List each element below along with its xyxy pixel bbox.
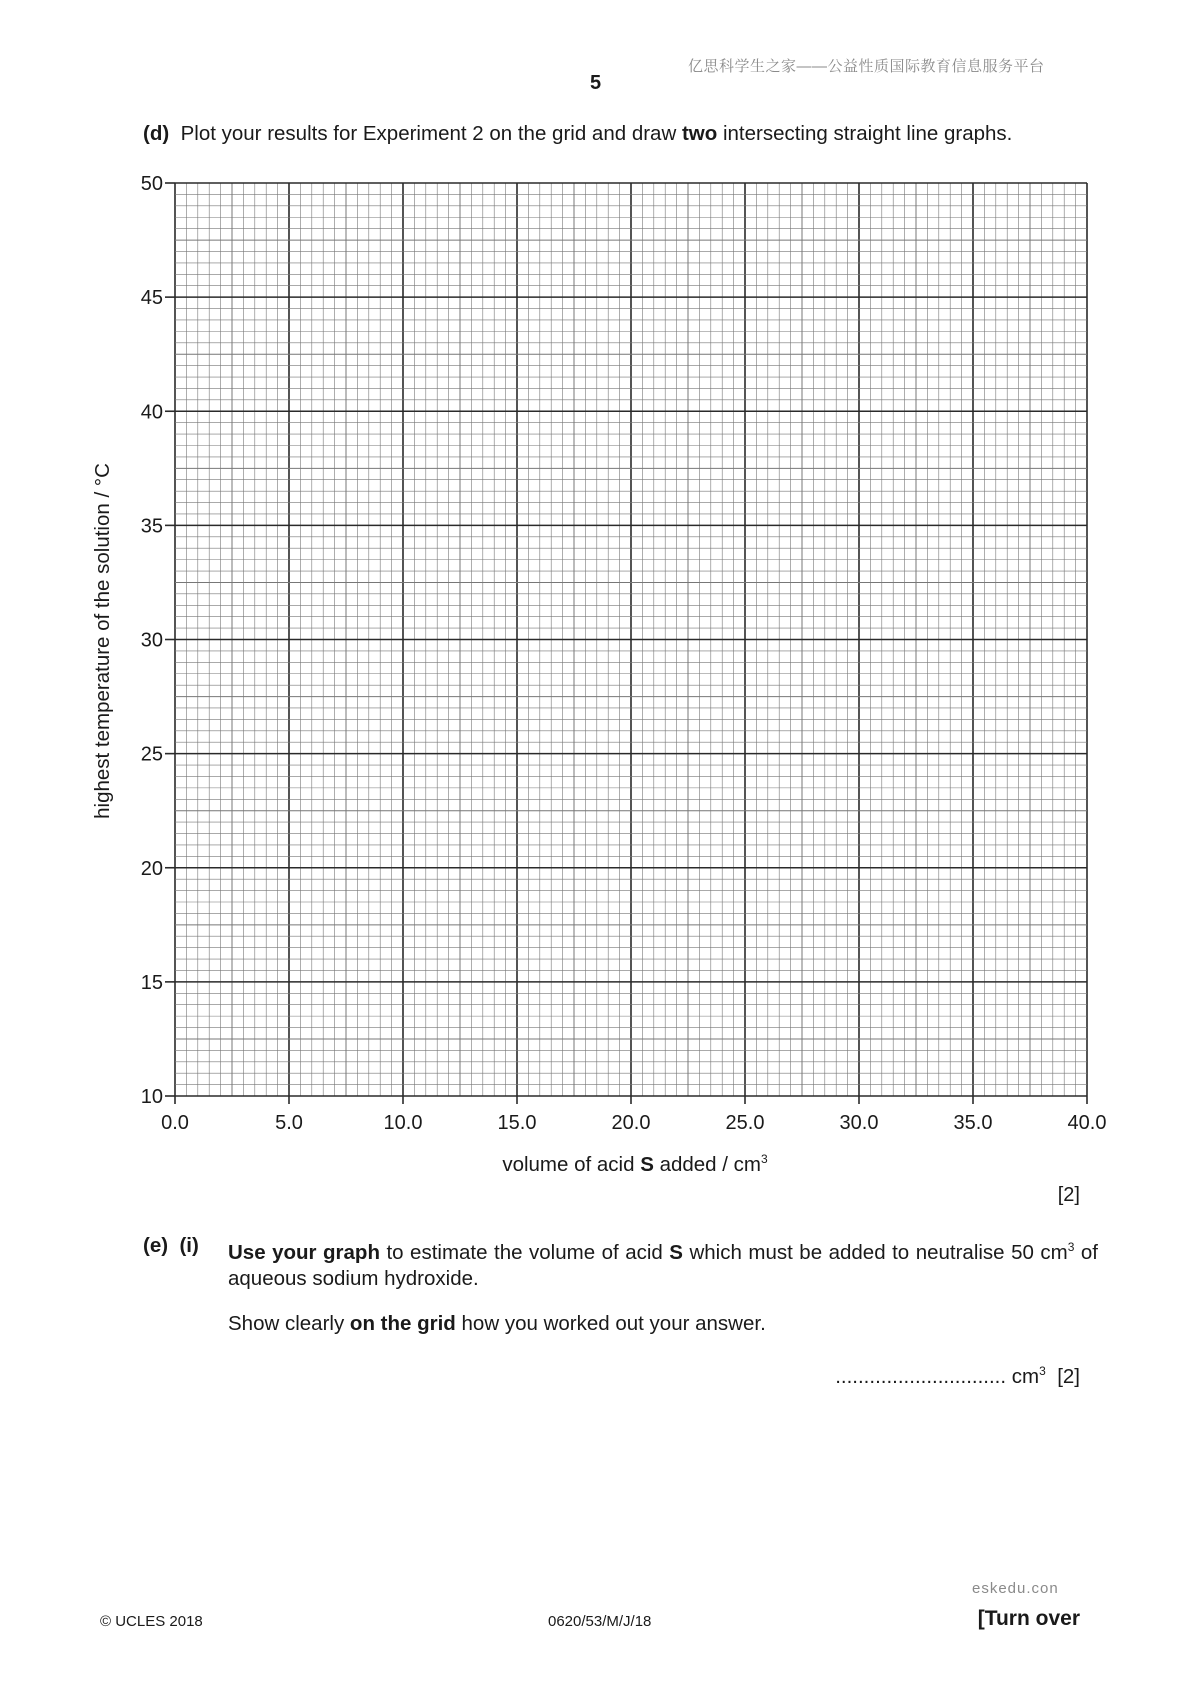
p1-bold2: S — [669, 1241, 683, 1264]
answer-line[interactable] — [835, 1364, 1080, 1389]
y-tick-label: 30 — [140, 629, 163, 652]
y-tick-label: 25 — [140, 743, 163, 766]
x-tick-label: 20.0 — [611, 1112, 651, 1134]
p1-vol: 50 cm — [1011, 1241, 1068, 1264]
question-d-label: (d) — [143, 122, 170, 145]
question-d-marks: [2] — [1057, 1184, 1080, 1206]
x-tick-label: 25.0 — [725, 1112, 765, 1134]
watermark-bottom: eskedu.con — [972, 1580, 1059, 1597]
footer-copyright: © UCLES 2018 — [100, 1613, 203, 1630]
answer-sup: 3 — [1039, 1364, 1046, 1378]
x-tick-label: 35.0 — [953, 1112, 993, 1134]
question-d-text-before: Plot your results for Experiment 2 on the grid and draw — [180, 122, 682, 145]
y-tick-label: 50 — [140, 173, 163, 195]
x-tick-label: 0.0 — [161, 1112, 189, 1134]
x-axis-label-sup: 3 — [761, 1152, 768, 1166]
question-e-sublabel: (i) — [179, 1234, 199, 1257]
y-tick-label: 10 — [140, 1086, 163, 1108]
y-tick-label: 35 — [140, 515, 163, 538]
question-e-labels — [143, 1234, 199, 1258]
footer-code: 0620/53/M/J/18 — [548, 1613, 652, 1630]
x-tick-label: 10.0 — [383, 1112, 423, 1134]
answer-unit: cm — [1006, 1365, 1040, 1388]
x-axis-label — [0, 1152, 1191, 1177]
turn-over: [Turn over — [977, 1607, 1080, 1630]
question-e-paragraph-2 — [228, 1312, 766, 1336]
y-axis-label: highest temperature of the solution / °C — [91, 463, 114, 819]
p1-mid2: which must be added to neutralise — [682, 1241, 1012, 1264]
y-tick-label: 15 — [140, 971, 163, 994]
y-tick-label: 45 — [140, 287, 163, 310]
page-number: 5 — [589, 72, 602, 94]
question-e-paragraph-1 — [228, 1234, 1098, 1292]
p1-sup: 3 — [1067, 1240, 1075, 1254]
watermark-top: 亿思科学生之家——公益性质国际教育信息服务平台 — [688, 58, 1045, 75]
question-e-label: (e) — [143, 1234, 169, 1257]
question-d-text-bold: two — [681, 122, 718, 145]
p1-end: of aqueous sodium hydroxide. — [228, 1241, 1098, 1290]
x-axis-label-after: added / cm — [653, 1153, 761, 1176]
y-tick-label: 40 — [140, 401, 163, 424]
p1-mid1: to estimate the volume of acid — [379, 1241, 670, 1264]
answer-dots[interactable]: .............................. — [835, 1365, 1007, 1388]
x-tick-label: 30.0 — [839, 1112, 879, 1134]
p1-bold: Use your graph — [228, 1241, 380, 1264]
question-d-text-after: intersecting straight line graphs. — [717, 122, 1013, 145]
x-tick-label: 15.0 — [497, 1112, 537, 1134]
p2-before: Show clearly — [228, 1312, 350, 1335]
y-tick-label: 20 — [140, 857, 163, 880]
x-tick-label: 40.0 — [1067, 1112, 1107, 1134]
p2-bold: on the grid — [349, 1312, 456, 1335]
p2-after: how you worked out your answer. — [455, 1312, 766, 1335]
x-tick-label: 5.0 — [275, 1112, 303, 1134]
answer-marks: [2] — [1057, 1365, 1080, 1388]
x-axis-label-before: volume of acid — [502, 1153, 641, 1176]
x-axis-label-bold: S — [640, 1153, 654, 1176]
